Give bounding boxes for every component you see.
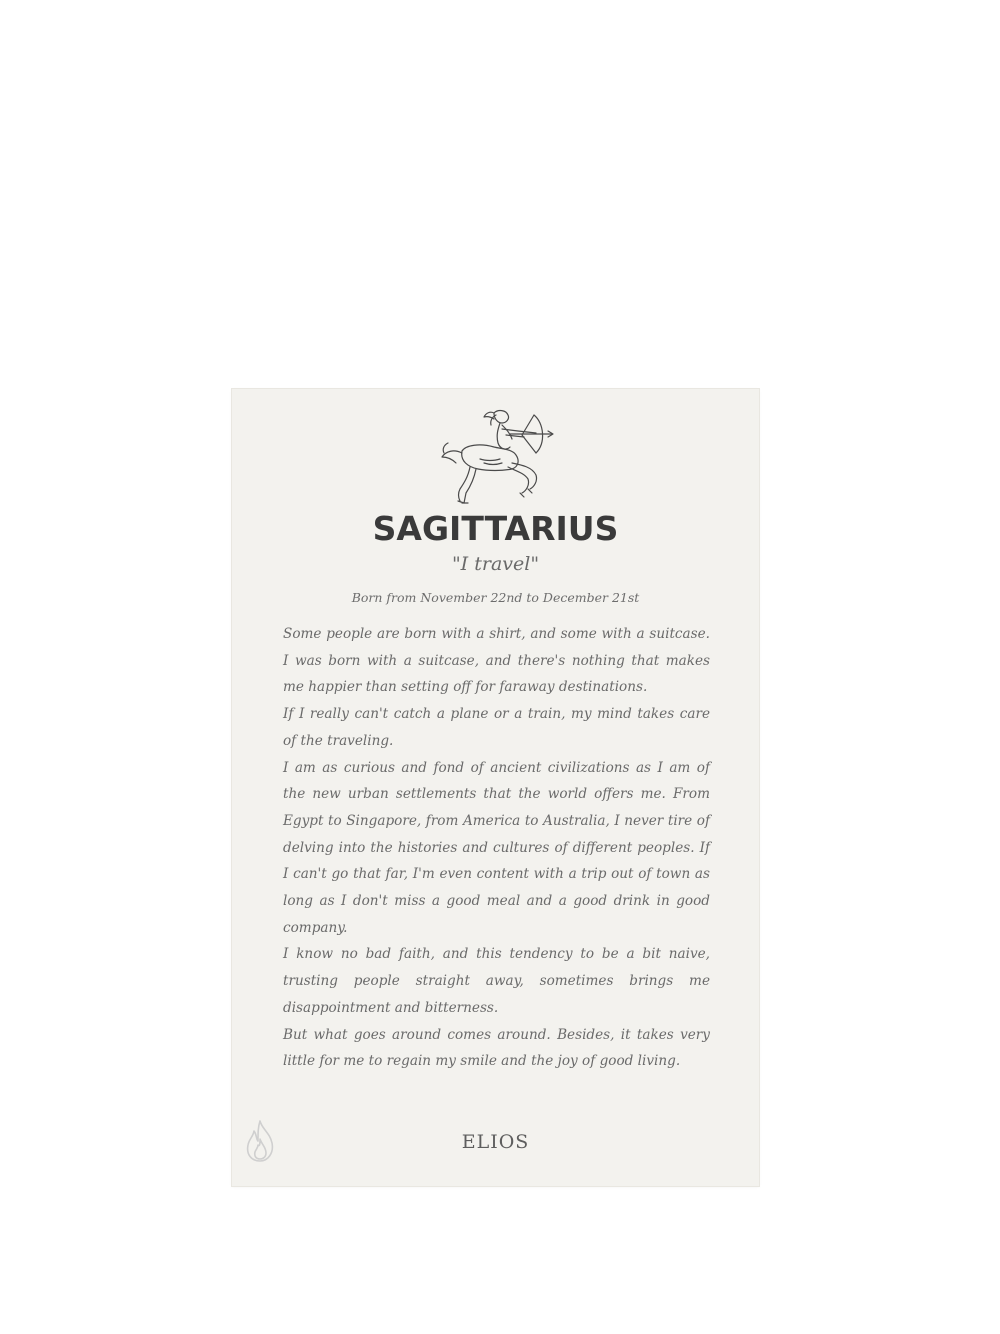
birth-date-range: Born from November 22nd to December 21st xyxy=(351,590,640,605)
zodiac-motto: "I travel" xyxy=(451,553,540,575)
zodiac-card xyxy=(232,389,759,1186)
zodiac-title: SAGITTARIUS xyxy=(372,509,619,548)
description-paragraph: Some people are born with a shirt, and some with a suitcase. I was born with a suitcase, and there's nothing that makes me happier than setting off for faraway destinations. xyxy=(283,626,710,696)
brand-name: ELIOS xyxy=(461,1131,530,1153)
sagittarius-centaur-archer-icon xyxy=(436,407,556,512)
zodiac-description xyxy=(283,621,710,1075)
description-paragraph: I am as curious and fond of ancient civilizations as I am of the new urban settlements that the world offers me. From Egypt to Singapore, from America to Australia, I never tire of delving into the histories and cultures of different peoples. If I can't go that far, I'm even content with a trip out of town as long as I don't miss a good meal and a good drink in good company. xyxy=(283,759,710,936)
description-paragraph: But what goes around comes around. Besides, it takes very little for me to regain my smile and the joy of good living. xyxy=(283,1026,710,1070)
description-paragraph: I know no bad faith, and this tendency to be a bit naive, trusting people straight away, sometimes brings me disappointment and bitterness. xyxy=(283,946,710,1016)
description-paragraph: If I really can't catch a plane or a train, my mind takes care of the traveling. xyxy=(283,706,710,749)
